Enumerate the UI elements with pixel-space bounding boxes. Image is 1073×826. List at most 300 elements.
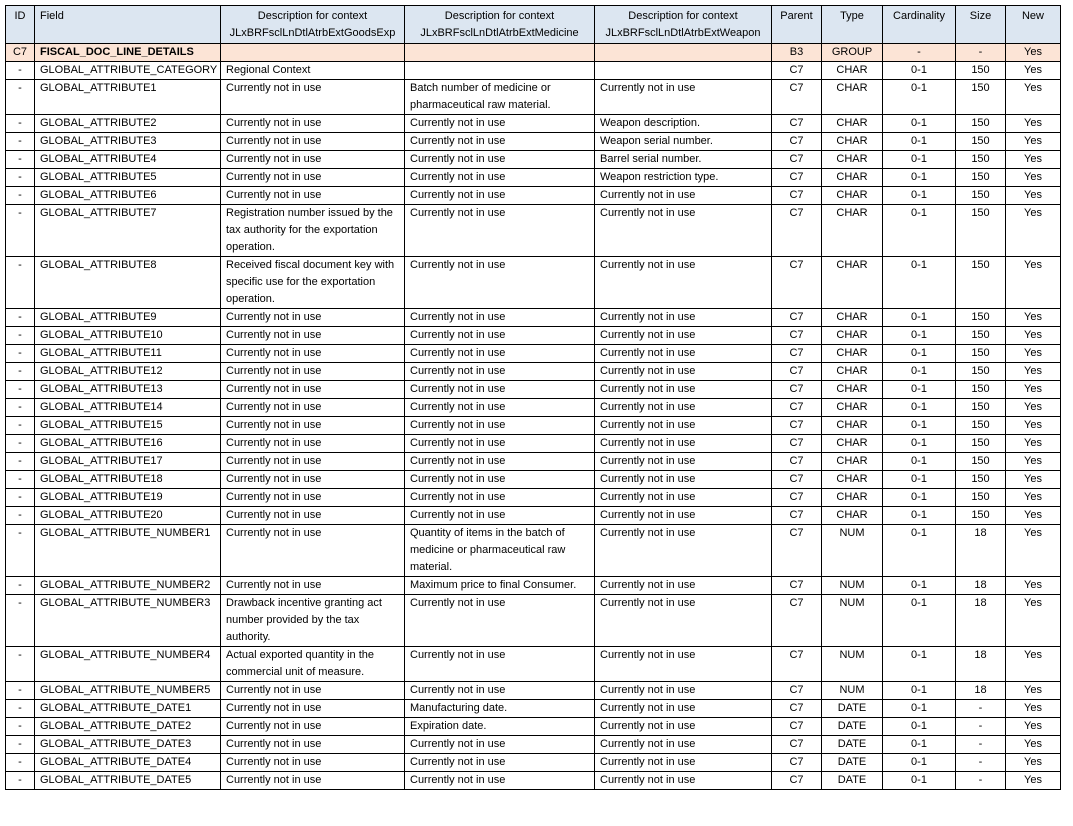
cell-weapon: Currently not in use: [595, 381, 772, 399]
cell-field: GLOBAL_ATTRIBUTE_NUMBER5: [35, 682, 221, 700]
col-header-size: Size: [956, 6, 1006, 44]
cell-new: Yes: [1006, 577, 1061, 595]
cell-parent: C7: [772, 772, 822, 790]
cell-goods-exp: Currently not in use: [221, 489, 405, 507]
cell-size: 18: [956, 577, 1006, 595]
cell-cardinality: 0-1: [883, 507, 956, 525]
col-header-goods-exp-desc: Description for context: [257, 10, 368, 22]
cell-new: Yes: [1006, 700, 1061, 718]
col-header-goods-exp-context: JLxBRFsclLnDtlAtrbExtGoodsExp: [229, 27, 396, 39]
cell-cardinality: 0-1: [883, 187, 956, 205]
cell-size: 150: [956, 471, 1006, 489]
cell-id: -: [6, 453, 35, 471]
cell-id: -: [6, 169, 35, 187]
cell-parent: C7: [772, 345, 822, 363]
cell-goods-exp: Currently not in use: [221, 736, 405, 754]
cell-size: 150: [956, 257, 1006, 309]
cell-weapon: Currently not in use: [595, 647, 772, 682]
cell-id: -: [6, 257, 35, 309]
cell-cardinality: 0-1: [883, 595, 956, 647]
cell-cardinality: 0-1: [883, 399, 956, 417]
cell-cardinality: 0-1: [883, 363, 956, 381]
cell-medicine: Currently not in use: [405, 489, 595, 507]
cell-goods-exp: Currently not in use: [221, 417, 405, 435]
cell-parent: C7: [772, 363, 822, 381]
cell-weapon: Currently not in use: [595, 471, 772, 489]
header-row: [6, 6, 1061, 44]
cell-cardinality: 0-1: [883, 309, 956, 327]
cell-field: GLOBAL_ATTRIBUTE1: [35, 80, 221, 115]
cell-weapon: Weapon restriction type.: [595, 169, 772, 187]
cell-medicine: Currently not in use: [405, 327, 595, 345]
cell-goods-exp: Currently not in use: [221, 363, 405, 381]
cell-medicine: Currently not in use: [405, 435, 595, 453]
cell-weapon: Currently not in use: [595, 80, 772, 115]
cell-goods-exp: Currently not in use: [221, 151, 405, 169]
cell-id: -: [6, 345, 35, 363]
cell-size: 150: [956, 151, 1006, 169]
cell-field: GLOBAL_ATTRIBUTE2: [35, 115, 221, 133]
cell-goods-exp: Currently not in use: [221, 507, 405, 525]
cell-medicine: Currently not in use: [405, 453, 595, 471]
cell-type: CHAR: [822, 169, 883, 187]
cell-field: GLOBAL_ATTRIBUTE20: [35, 507, 221, 525]
cell-cardinality: 0-1: [883, 453, 956, 471]
cell-goods-exp: Currently not in use: [221, 115, 405, 133]
cell-weapon: Currently not in use: [595, 595, 772, 647]
cell-size: -: [956, 736, 1006, 754]
cell-type: DATE: [822, 736, 883, 754]
table-row: [6, 507, 1061, 525]
cell-goods-exp: Registration number issued by the tax authority for the exportation operation.: [221, 205, 405, 257]
cell-field: GLOBAL_ATTRIBUTE_DATE5: [35, 772, 221, 790]
table-row: [6, 718, 1061, 736]
cell-parent: C7: [772, 257, 822, 309]
cell-id: -: [6, 399, 35, 417]
cell-size: 18: [956, 647, 1006, 682]
table-row: [6, 453, 1061, 471]
cell-goods-exp: Drawback incentive granting act number provided by the tax authority.: [221, 595, 405, 647]
col-header-new: New: [1006, 6, 1061, 44]
cell-goods-exp: Currently not in use: [221, 133, 405, 151]
cell-field: GLOBAL_ATTRIBUTE_NUMBER2: [35, 577, 221, 595]
cell-id: -: [6, 507, 35, 525]
cell-id: -: [6, 700, 35, 718]
cell-goods-exp: Currently not in use: [221, 187, 405, 205]
cell-weapon: Currently not in use: [595, 257, 772, 309]
table-row: [6, 309, 1061, 327]
cell-size: -: [956, 718, 1006, 736]
cell-cardinality: 0-1: [883, 682, 956, 700]
cell-parent: C7: [772, 381, 822, 399]
cell-type: CHAR: [822, 115, 883, 133]
cell-field: GLOBAL_ATTRIBUTE_NUMBER1: [35, 525, 221, 577]
table-row: [6, 595, 1061, 647]
cell-weapon: Currently not in use: [595, 718, 772, 736]
cell-type: DATE: [822, 700, 883, 718]
cell-type: DATE: [822, 772, 883, 790]
cell-size: 150: [956, 62, 1006, 80]
cell-goods-exp: Actual exported quantity in the commercial unit of measure.: [221, 647, 405, 682]
cell-new: Yes: [1006, 381, 1061, 399]
cell-field: GLOBAL_ATTRIBUTE5: [35, 169, 221, 187]
cell-cardinality: 0-1: [883, 417, 956, 435]
cell-new: Yes: [1006, 471, 1061, 489]
cell-field: GLOBAL_ATTRIBUTE_DATE2: [35, 718, 221, 736]
cell-size: 150: [956, 187, 1006, 205]
cell-type: CHAR: [822, 309, 883, 327]
cell-type: CHAR: [822, 435, 883, 453]
cell-medicine: Manufacturing date.: [405, 700, 595, 718]
col-header-weapon-desc: Description for context: [628, 10, 738, 22]
cell-size: 150: [956, 115, 1006, 133]
cell-medicine: [405, 62, 595, 80]
cell-field: GLOBAL_ATTRIBUTE6: [35, 187, 221, 205]
table-row: [6, 257, 1061, 309]
cell-field: GLOBAL_ATTRIBUTE11: [35, 345, 221, 363]
cell-new: Yes: [1006, 595, 1061, 647]
cell-cardinality: 0-1: [883, 133, 956, 151]
table-row: [6, 682, 1061, 700]
cell-parent: C7: [772, 525, 822, 577]
cell-cardinality: 0-1: [883, 718, 956, 736]
cell-type: NUM: [822, 647, 883, 682]
cell-new: Yes: [1006, 187, 1061, 205]
cell-size: -: [956, 772, 1006, 790]
table-row: [6, 700, 1061, 718]
cell-goods-exp: Currently not in use: [221, 700, 405, 718]
cell-parent: C7: [772, 133, 822, 151]
table-row: [6, 489, 1061, 507]
cell-parent: C7: [772, 80, 822, 115]
cell-size: 150: [956, 453, 1006, 471]
cell-field: GLOBAL_ATTRIBUTE_DATE3: [35, 736, 221, 754]
cell-field: GLOBAL_ATTRIBUTE8: [35, 257, 221, 309]
col-header-field: Field: [35, 6, 221, 44]
cell-weapon: Currently not in use: [595, 772, 772, 790]
cell-size: 150: [956, 205, 1006, 257]
cell-id: -: [6, 754, 35, 772]
cell-cardinality: 0-1: [883, 754, 956, 772]
cell-medicine: Currently not in use: [405, 399, 595, 417]
col-header-medicine-desc: Description for context: [444, 10, 555, 22]
cell-cardinality: 0-1: [883, 345, 956, 363]
cell-field: GLOBAL_ATTRIBUTE19: [35, 489, 221, 507]
table-row: [6, 80, 1061, 115]
cell-weapon: Currently not in use: [595, 754, 772, 772]
cell-medicine: Currently not in use: [405, 205, 595, 257]
cell-weapon: Weapon description.: [595, 115, 772, 133]
cell-cardinality: 0-1: [883, 169, 956, 187]
cell-goods-exp: Currently not in use: [221, 772, 405, 790]
cell-field: GLOBAL_ATTRIBUTE7: [35, 205, 221, 257]
cell-type: CHAR: [822, 80, 883, 115]
cell-type: CHAR: [822, 489, 883, 507]
cell-id: -: [6, 718, 35, 736]
cell-medicine: Currently not in use: [405, 133, 595, 151]
cell-new: Yes: [1006, 363, 1061, 381]
cell-size: -: [956, 754, 1006, 772]
cell-medicine: Currently not in use: [405, 736, 595, 754]
cell-cardinality: 0-1: [883, 435, 956, 453]
cell-field: GLOBAL_ATTRIBUTE15: [35, 417, 221, 435]
cell-weapon: Currently not in use: [595, 453, 772, 471]
cell-weapon: Currently not in use: [595, 489, 772, 507]
cell-size: 150: [956, 309, 1006, 327]
cell-weapon: Currently not in use: [595, 327, 772, 345]
cell-parent: C7: [772, 115, 822, 133]
cell-field: GLOBAL_ATTRIBUTE13: [35, 381, 221, 399]
cell-parent: C7: [772, 169, 822, 187]
cell-new: Yes: [1006, 435, 1061, 453]
cell-id: -: [6, 489, 35, 507]
cell-field: GLOBAL_ATTRIBUTE12: [35, 363, 221, 381]
table-row: [6, 345, 1061, 363]
cell-cardinality: 0-1: [883, 471, 956, 489]
cell-goods-exp: Currently not in use: [221, 577, 405, 595]
cell-size: -: [956, 44, 1006, 62]
col-header-id: ID: [6, 6, 35, 44]
cell-size: 150: [956, 399, 1006, 417]
cell-weapon: Currently not in use: [595, 363, 772, 381]
cell-medicine: Maximum price to final Consumer.: [405, 577, 595, 595]
cell-parent: C7: [772, 417, 822, 435]
cell-id: -: [6, 363, 35, 381]
cell-id: -: [6, 647, 35, 682]
col-header-weapon-context: JLxBRFsclLnDtlAtrbExtWeapon: [605, 27, 761, 39]
cell-id: -: [6, 133, 35, 151]
cell-size: -: [956, 700, 1006, 718]
cell-parent: C7: [772, 718, 822, 736]
table-row: [6, 62, 1061, 80]
cell-medicine: Currently not in use: [405, 309, 595, 327]
cell-new: Yes: [1006, 736, 1061, 754]
cell-field: GLOBAL_ATTRIBUTE16: [35, 435, 221, 453]
cell-parent: C7: [772, 507, 822, 525]
cell-size: 150: [956, 435, 1006, 453]
cell-type: DATE: [822, 754, 883, 772]
cell-new: Yes: [1006, 257, 1061, 309]
table-row: [6, 525, 1061, 577]
cell-type: DATE: [822, 718, 883, 736]
cell-new: Yes: [1006, 62, 1061, 80]
cell-id: -: [6, 151, 35, 169]
cell-cardinality: 0-1: [883, 700, 956, 718]
cell-new: Yes: [1006, 647, 1061, 682]
cell-parent: C7: [772, 577, 822, 595]
cell-weapon: Weapon serial number.: [595, 133, 772, 151]
cell-field: GLOBAL_ATTRIBUTE_NUMBER3: [35, 595, 221, 647]
table-row: [6, 169, 1061, 187]
cell-weapon: Currently not in use: [595, 345, 772, 363]
table-row: [6, 115, 1061, 133]
cell-size: 150: [956, 327, 1006, 345]
cell-parent: B3: [772, 44, 822, 62]
cell-type: CHAR: [822, 345, 883, 363]
cell-new: Yes: [1006, 453, 1061, 471]
cell-type: CHAR: [822, 133, 883, 151]
table-row: [6, 754, 1061, 772]
cell-weapon: [595, 62, 772, 80]
cell-field: GLOBAL_ATTRIBUTE_DATE4: [35, 754, 221, 772]
cell-weapon: Barrel serial number.: [595, 151, 772, 169]
col-header-weapon: [595, 6, 772, 44]
cell-type: CHAR: [822, 417, 883, 435]
cell-type: CHAR: [822, 205, 883, 257]
table-row: [6, 205, 1061, 257]
cell-weapon: Currently not in use: [595, 417, 772, 435]
cell-id: -: [6, 595, 35, 647]
cell-type: NUM: [822, 682, 883, 700]
col-header-type: Type: [822, 6, 883, 44]
cell-medicine: Currently not in use: [405, 754, 595, 772]
cell-field: GLOBAL_ATTRIBUTE9: [35, 309, 221, 327]
cell-goods-exp: Currently not in use: [221, 718, 405, 736]
cell-new: Yes: [1006, 205, 1061, 257]
cell-parent: C7: [772, 453, 822, 471]
cell-type: NUM: [822, 525, 883, 577]
cell-size: 150: [956, 363, 1006, 381]
cell-cardinality: 0-1: [883, 577, 956, 595]
cell-id: -: [6, 80, 35, 115]
cell-goods-exp: Currently not in use: [221, 682, 405, 700]
table-row: [6, 471, 1061, 489]
attribute-spec-table: [5, 5, 1061, 790]
table-row: [6, 577, 1061, 595]
cell-medicine: Currently not in use: [405, 595, 595, 647]
cell-new: Yes: [1006, 80, 1061, 115]
cell-goods-exp: Regional Context: [221, 62, 405, 80]
cell-cardinality: 0-1: [883, 489, 956, 507]
cell-parent: C7: [772, 489, 822, 507]
cell-parent: C7: [772, 682, 822, 700]
cell-parent: C7: [772, 647, 822, 682]
cell-cardinality: 0-1: [883, 205, 956, 257]
cell-new: Yes: [1006, 489, 1061, 507]
table-row: [6, 736, 1061, 754]
cell-id: -: [6, 736, 35, 754]
cell-new: Yes: [1006, 507, 1061, 525]
cell-medicine: Currently not in use: [405, 169, 595, 187]
cell-id: -: [6, 205, 35, 257]
cell-weapon: Currently not in use: [595, 435, 772, 453]
cell-medicine: Currently not in use: [405, 682, 595, 700]
cell-weapon: Currently not in use: [595, 736, 772, 754]
cell-medicine: Currently not in use: [405, 187, 595, 205]
cell-type: CHAR: [822, 381, 883, 399]
cell-parent: C7: [772, 595, 822, 647]
col-header-parent: Parent: [772, 6, 822, 44]
cell-parent: C7: [772, 187, 822, 205]
cell-size: 150: [956, 133, 1006, 151]
cell-parent: C7: [772, 327, 822, 345]
cell-type: CHAR: [822, 471, 883, 489]
cell-new: Yes: [1006, 115, 1061, 133]
cell-goods-exp: [221, 44, 405, 62]
cell-goods-exp: Currently not in use: [221, 309, 405, 327]
cell-type: GROUP: [822, 44, 883, 62]
cell-cardinality: 0-1: [883, 151, 956, 169]
cell-medicine: Batch number of medicine or pharmaceutical raw material.: [405, 80, 595, 115]
cell-new: Yes: [1006, 399, 1061, 417]
cell-cardinality: -: [883, 44, 956, 62]
cell-field: GLOBAL_ATTRIBUTE4: [35, 151, 221, 169]
cell-size: 150: [956, 169, 1006, 187]
cell-type: CHAR: [822, 62, 883, 80]
cell-medicine: Currently not in use: [405, 257, 595, 309]
col-header-medicine-context: JLxBRFsclLnDtlAtrbExtMedicine: [420, 27, 579, 39]
cell-goods-exp: Currently not in use: [221, 435, 405, 453]
cell-field: GLOBAL_ATTRIBUTE_CATEGORY: [35, 62, 221, 80]
cell-type: CHAR: [822, 187, 883, 205]
cell-weapon: Currently not in use: [595, 399, 772, 417]
cell-type: CHAR: [822, 327, 883, 345]
cell-medicine: Currently not in use: [405, 772, 595, 790]
cell-id: -: [6, 187, 35, 205]
cell-new: Yes: [1006, 327, 1061, 345]
cell-goods-exp: Currently not in use: [221, 381, 405, 399]
cell-id: -: [6, 525, 35, 577]
table-row: [6, 363, 1061, 381]
cell-parent: C7: [772, 700, 822, 718]
cell-type: CHAR: [822, 399, 883, 417]
cell-size: 18: [956, 525, 1006, 577]
cell-goods-exp: Currently not in use: [221, 453, 405, 471]
cell-field: FISCAL_DOC_LINE_DETAILS: [35, 44, 221, 62]
cell-cardinality: 0-1: [883, 772, 956, 790]
cell-field: GLOBAL_ATTRIBUTE_DATE1: [35, 700, 221, 718]
cell-size: 150: [956, 507, 1006, 525]
cell-cardinality: 0-1: [883, 257, 956, 309]
cell-id: C7: [6, 44, 35, 62]
cell-medicine: Currently not in use: [405, 381, 595, 399]
col-header-cardinality: Cardinality: [883, 6, 956, 44]
cell-goods-exp: Currently not in use: [221, 399, 405, 417]
cell-goods-exp: Currently not in use: [221, 345, 405, 363]
cell-parent: C7: [772, 471, 822, 489]
cell-id: -: [6, 417, 35, 435]
cell-new: Yes: [1006, 169, 1061, 187]
cell-size: 150: [956, 489, 1006, 507]
cell-goods-exp: Currently not in use: [221, 525, 405, 577]
cell-type: CHAR: [822, 363, 883, 381]
cell-size: 18: [956, 595, 1006, 647]
cell-cardinality: 0-1: [883, 62, 956, 80]
cell-type: CHAR: [822, 151, 883, 169]
cell-goods-exp: Currently not in use: [221, 754, 405, 772]
cell-parent: C7: [772, 435, 822, 453]
cell-field: GLOBAL_ATTRIBUTE10: [35, 327, 221, 345]
cell-medicine: Currently not in use: [405, 507, 595, 525]
cell-size: 150: [956, 345, 1006, 363]
cell-size: 150: [956, 381, 1006, 399]
cell-medicine: Currently not in use: [405, 647, 595, 682]
cell-medicine: Currently not in use: [405, 363, 595, 381]
cell-parent: C7: [772, 309, 822, 327]
cell-weapon: Currently not in use: [595, 682, 772, 700]
cell-id: -: [6, 381, 35, 399]
cell-medicine: Currently not in use: [405, 471, 595, 489]
cell-goods-exp: Received fiscal document key with specific use for the exportation operation.: [221, 257, 405, 309]
cell-new: Yes: [1006, 718, 1061, 736]
cell-field: GLOBAL_ATTRIBUTE_NUMBER4: [35, 647, 221, 682]
cell-type: CHAR: [822, 257, 883, 309]
cell-medicine: Expiration date.: [405, 718, 595, 736]
table-row: [6, 435, 1061, 453]
cell-weapon: Currently not in use: [595, 205, 772, 257]
cell-cardinality: 0-1: [883, 115, 956, 133]
cell-id: -: [6, 62, 35, 80]
